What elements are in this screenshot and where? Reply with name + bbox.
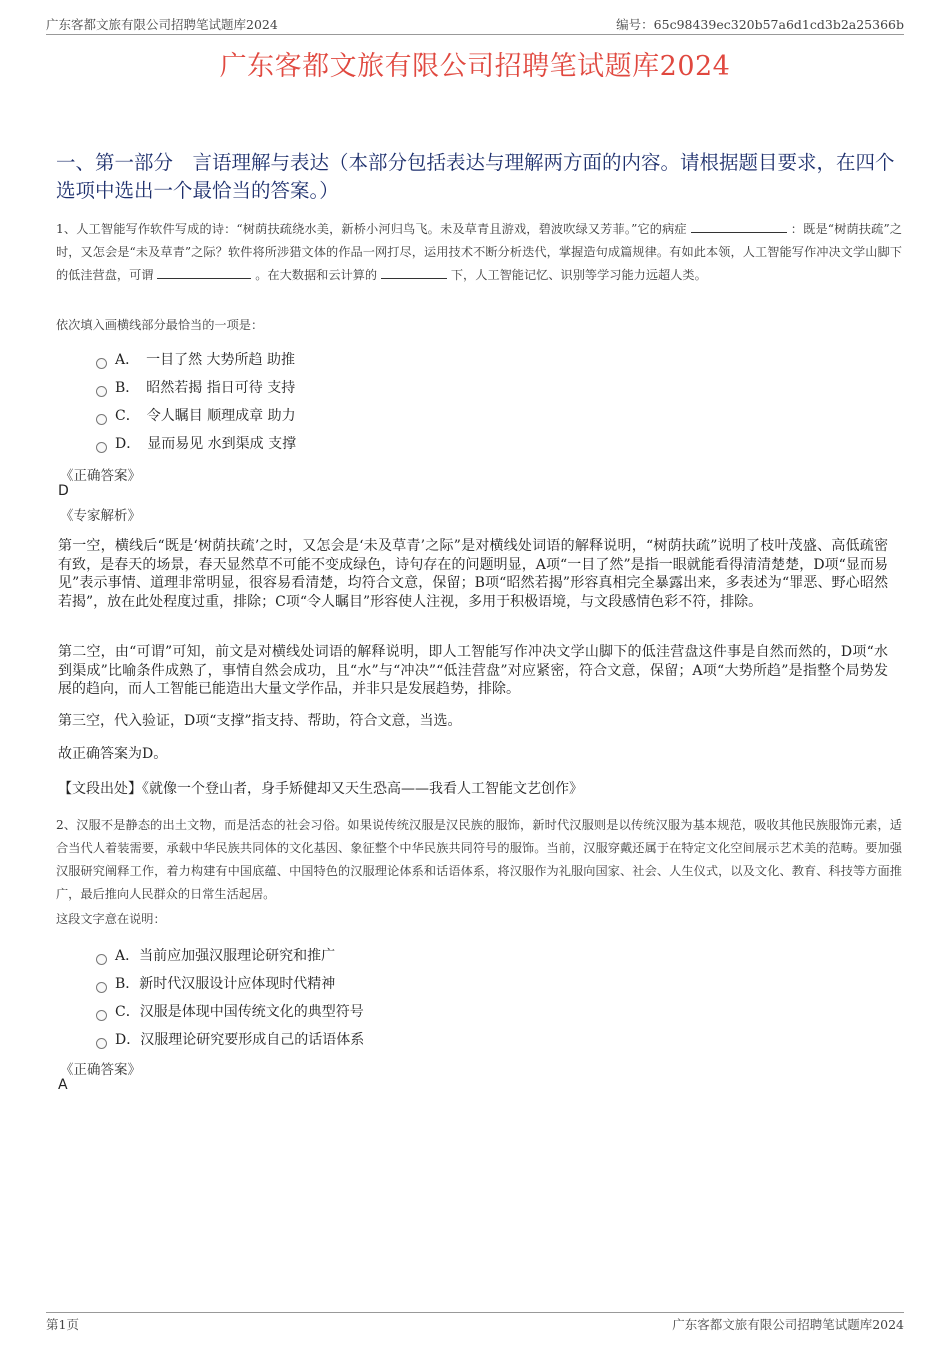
question-1-option-d[interactable]: D． 显而易见 水到渠成 支撑 [96, 429, 296, 457]
footer-doc-title: 广东客都文旅有限公司招聘笔试题库2024 [672, 1317, 904, 1332]
radio-icon[interactable] [96, 414, 107, 425]
question-1-blank-2 [157, 265, 251, 279]
question-2-option-c[interactable]: C．汉服是体现中国传统文化的典型符号 [96, 997, 364, 1025]
question-1-part-2: ：既是“树荫扶疏”之时，又怎会是“未及草青”之际？软件将所涉猎文体的作品一网打尽，运用技术不断分析迭代，掌握造句成篇规律。有如此本领，人工智能写作冲决文学山脚下的低洼营盘，可谓 [56, 222, 902, 282]
radio-icon[interactable] [96, 1038, 107, 1049]
analysis-paragraph-4: 故正确答案为D。 [58, 746, 168, 762]
radio-icon[interactable] [96, 442, 107, 453]
question-1-answer: D [58, 483, 69, 499]
question-1-part-4: 下，人工智能记忆、识别等学习能力远超人类。 [450, 268, 707, 282]
question-1-option-a[interactable]: A． 一目了然 大势所趋 助推 [96, 345, 296, 373]
question-2-option-d[interactable]: D．汉服理论研究要形成自己的话语体系 [96, 1025, 364, 1053]
question-1-blank-3 [381, 265, 447, 279]
radio-icon[interactable] [96, 1010, 107, 1021]
question-1-option-c[interactable]: C． 令人瞩目 顺理成章 助力 [96, 401, 296, 429]
page-title: 广东客都文旅有限公司招聘笔试题库2024 [219, 51, 731, 82]
radio-icon[interactable] [96, 982, 107, 993]
analysis-paragraph-3: 第三空，代入验证，D项“支撑”指支持、帮助，符合文意，当选。 [58, 713, 462, 729]
question-1-prompt: 依次填入画横线部分最恰当的一项是： [56, 318, 264, 332]
header-doc-id: 编号：65c98439ec320b57a6d1cd3b2a25366b [616, 17, 904, 32]
question-1-analysis-label: 《专家解析》 [60, 508, 141, 524]
question-2-prompt: 这段文字意在说明： [56, 912, 166, 926]
header-doc-title: 广东客都文旅有限公司招聘笔试题库2024 [46, 17, 278, 32]
question-2-text: 2、汉服不是静态的出土文物，而是活态的社会习俗。如果说传统汉服是汉民族的服饰，新时代汉服则是以传统汉服为基本规范，吸收其他民族服饰元素，适合当代人着装需要，承载中华民族共同体的文化基因、象征整个中华民族共同符号的服饰。当前，汉服穿戴还属于在特定文化空间展示艺术美的范畴。要加强汉服研究阐释工作，着力构建有中国底蕴、中国特色的汉服理论体系和话语体系，将汉服作为礼服向国家、社会、人生仪式，以及文化、教育、科技等方面推广，最后推向人民群众的日常生活起居。 [56, 818, 902, 901]
radio-icon[interactable] [96, 954, 107, 965]
question-1-answer-label: 《正确答案》 [60, 468, 141, 484]
page-footer [46, 1312, 904, 1333]
question-1-option-b[interactable]: B． 昭然若揭 指日可待 支持 [96, 373, 296, 401]
question-1-part-1: 1、人工智能写作软件写成的诗：“树荫扶疏绕水美，新桥小河归鸟飞。未及草青且游戏，碧波吹绿又芳菲。”它的病症 [56, 222, 687, 236]
radio-icon[interactable] [96, 386, 107, 397]
question-1-blank-1 [691, 219, 787, 233]
analysis-paragraph-2: 第二空，由“可谓”可知，前文是对横线处词语的解释说明，即人工智能写作冲决文学山脚下的低洼营盘这件事是自然而然的，D项“水到渠成”比喻条件成熟了，事情自然会成功，且“水”与“冲决”“低洼营盘”对应紧密，符合文意，保留；A项“大势所趋”是指整个局势发展的趋向，而人工智能已能造出大量文学作品，并非只是发展趋势，排除。 [58, 644, 888, 697]
question-2-options [96, 941, 364, 1053]
question-1-part-3: 。在大数据和云计算的 [255, 268, 378, 282]
question-2-option-b[interactable]: B．新时代汉服设计应体现时代精神 [96, 969, 364, 997]
analysis-source: 【文段出处】《就像一个登山者，身手矫健却又天生恐高——我看人工智能文艺创作》 [58, 781, 583, 797]
question-2-answer: A [58, 1077, 68, 1093]
question-2-answer-label: 《正确答案》 [60, 1062, 141, 1078]
radio-icon[interactable] [96, 358, 107, 369]
question-2-option-a[interactable]: A．当前应加强汉服理论研究和推广 [96, 941, 364, 969]
page-number: 第1页 [46, 1317, 79, 1332]
section-heading: 一、第一部分 言语理解与表达（本部分包括表达与理解两方面的内容。请根据题目要求，在四个选项中选出一个最恰当的答案。） [56, 151, 895, 202]
page-header [46, 14, 904, 35]
analysis-paragraph-1: 第一空，横线后“既是‘树荫扶疏’之时，又怎会是‘未及草青’之际”是对横线处词语的解释说明，“树荫扶疏”说明了枝叶茂盛、高低疏密有致，是春天的场景，春天显然草不可能不变成绿色，诗句存在的问题明显，A项“一目了然”是指一眼就能看得清清楚楚，D项“显而易见”表示事情、道理非常明显，很容易看清楚，均符合文意，保留；B项“昭然若揭”形容真相完全暴露出来，多表述为“罪恶、野心昭然若揭”，放在此处程度过重，排除；C项“令人瞩目”形容使人注视，多用于积极语境，与文段感情色彩不符，排除。 [58, 538, 888, 610]
question-1-text [56, 218, 902, 287]
question-1-options [96, 345, 296, 457]
